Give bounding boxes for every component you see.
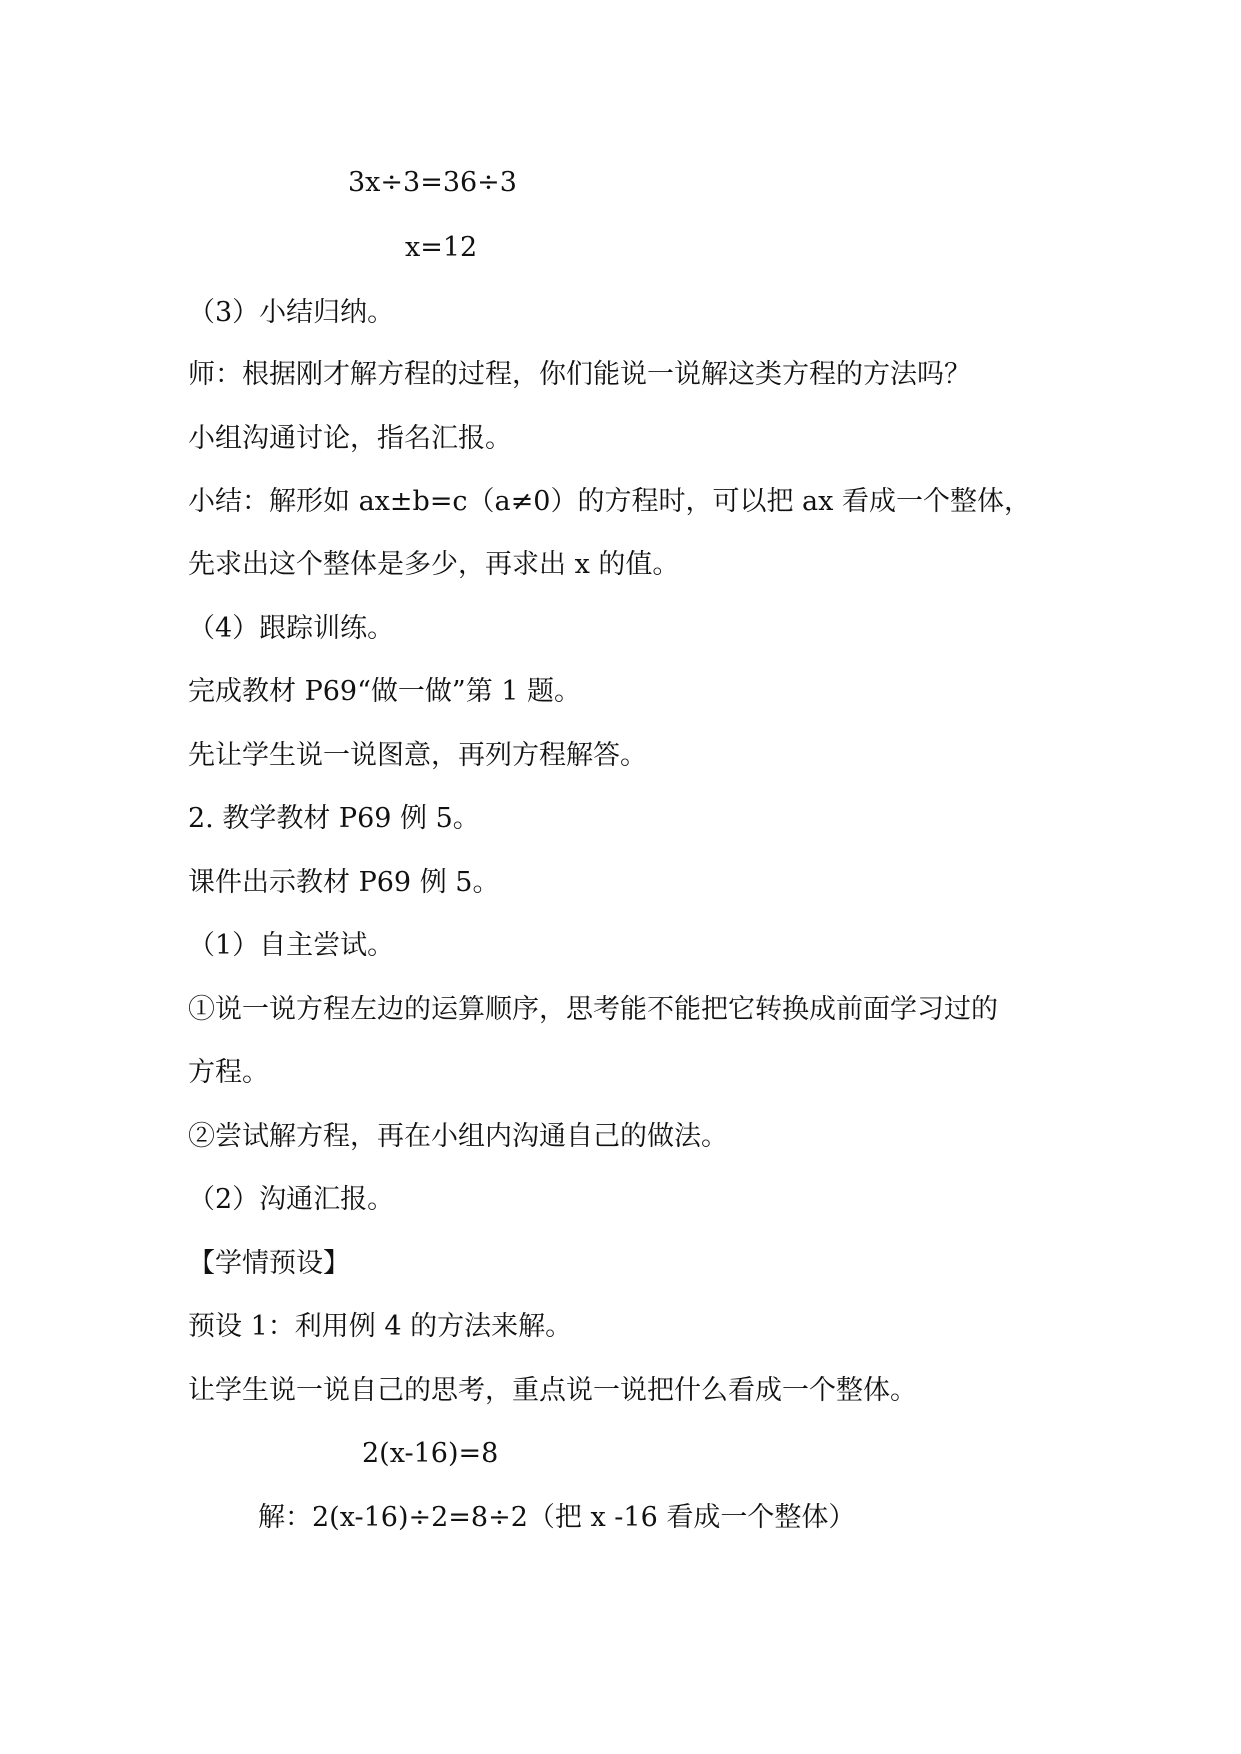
section-heading: 2. 教学教材 P69 例 5。 [188, 803, 480, 834]
section-heading: （4）跟踪训练。 [188, 613, 395, 644]
list-item: ②尝试解方程，再在小组内沟通自己的做法。 [188, 1121, 728, 1152]
section-heading: 【学情预设】 [188, 1248, 350, 1279]
paragraph: 预设 1：利用例 4 的方法来解。 [188, 1311, 573, 1342]
section-heading: （1）自主尝试。 [188, 930, 395, 961]
section-heading: （2）沟通汇报。 [188, 1184, 395, 1215]
summary-paragraph: 小结：解形如 ax±b=c（a≠0）的方程时，可以把 ax 看成一个整体， [188, 486, 1031, 517]
equation-step: 3x÷3=36÷3 [348, 167, 517, 198]
paragraph: 完成教材 P69“做一做”第 1 题。 [188, 676, 582, 707]
equation: 2(x-16)=8 [362, 1438, 499, 1469]
paragraph: 课件出示教材 P69 例 5。 [188, 867, 500, 898]
list-item: ①说一说方程左边的运算顺序，思考能不能把它转换成前面学习过的 [188, 994, 998, 1025]
paragraph: 小组沟通讨论，指名汇报。 [188, 423, 512, 454]
paragraph: 先让学生说一说图意，再列方程解答。 [188, 740, 647, 771]
paragraph: 师：根据刚才解方程的过程，你们能说一说解这类方程的方法吗？ [188, 359, 971, 390]
section-heading: （3）小结归纳。 [188, 297, 395, 328]
summary-paragraph: 先求出这个整体是多少，再求出 x 的值。 [188, 549, 680, 580]
list-item: 方程。 [188, 1057, 269, 1088]
equation-solution: 解：2(x-16)÷2=8÷2（把 x -16 看成一个整体） [258, 1502, 856, 1533]
equation-result: x=12 [405, 232, 478, 263]
paragraph: 让学生说一说自己的思考，重点说一说把什么看成一个整体。 [188, 1375, 917, 1406]
